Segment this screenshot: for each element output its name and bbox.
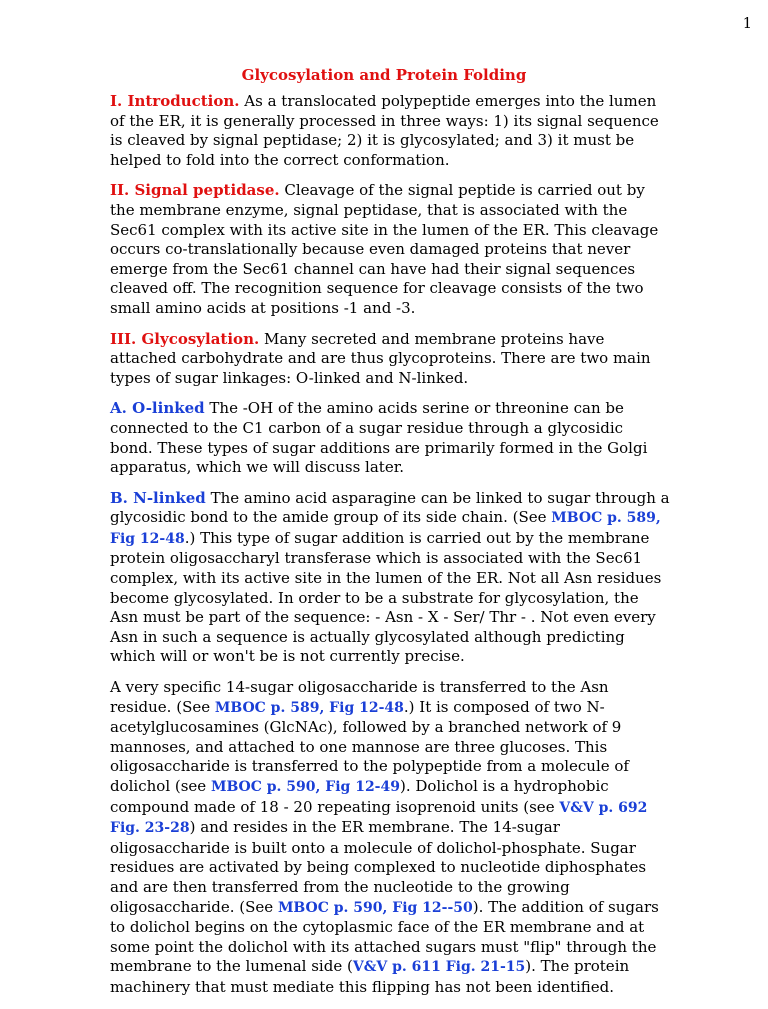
- heading-signal-peptidase: II. Signal peptidase.: [110, 181, 280, 200]
- reference-vv-fig-21-15: V&V p. 611 Fig. 21-15: [352, 959, 526, 976]
- paragraph-text: ). The protein machinery that must mediate this flipping has not been identified.: [110, 957, 630, 996]
- paragraph-oligosaccharide: [110, 678, 670, 998]
- document-title: Glycosylation and Protein Folding: [241, 66, 527, 84]
- heading-n-linked: B. N-linked: [110, 488, 206, 507]
- reference-mboc-fig-12-48: MBOC p. 589, Fig 12-48: [110, 510, 661, 547]
- paragraph-text: A very specific 14-sugar oligosaccharide is transferred to the Asn residue. (See: [110, 678, 609, 716]
- paragraph-glycosylation: [110, 330, 670, 389]
- paragraph-text: ). Dolichol is a hydrophobic compound made of 18 - 20 repeating isoprenoid units (see: [110, 777, 609, 816]
- paragraph-text: ) and resides in the ER membrane. The 14-sugar oligosaccharide is built onto a molecule of dolichol-phosphate. Sugar residues are activated by being complexed to nucleotide diphosphates and are then transferred from the nucleotide to the growing oligosaccharide. (See: [110, 818, 647, 916]
- paragraph-text: .) It is composed of two N-acetylglucosamines (GlcNAc), followed by a branched network of 9 mannoses, and attached to one mannose are three glucoses. This oligosaccharide is transferred to the polypeptide from a molecule of dolichol (see: [110, 697, 629, 795]
- reference-mboc-fig-12-50: MBOC p. 590, Fig 12--50: [277, 899, 473, 916]
- paragraph-n-linked: [110, 489, 670, 667]
- paragraph-text: Cleavage of the signal peptide is carried out by the membrane enzyme, signal peptidase, that is associated with the Sec61 complex with its active site in the lumen of the ER. This cleavage occurs co-translationally because even damaged proteins that never emerge from the Sec61 channel can have had their signal sequences cleaved off. The recognition sequence for cleavage consists of the two small amino acids at positions -1 and -3.: [110, 181, 659, 317]
- document-body: [110, 92, 670, 1009]
- reference-mboc-fig-12-49: MBOC p. 590, Fig 12-49: [210, 779, 400, 795]
- reference-vv-fig-23-28: V&V p. 692 Fig. 23-28: [110, 799, 648, 837]
- paragraph-text: The amino acid asparagine can be linked to sugar through a glycosidic bond to the amide group of its side chain. (See: [110, 488, 670, 527]
- heading-introduction: I. Introduction.: [110, 92, 240, 110]
- paragraph-text: As a translocated polypeptide emerges into the lumen of the ER, it is generally processed in three ways: 1) its signal sequence is cleaved by signal peptidase; 2) it is glycosylated; and 3) it must be helped to fold into the correct conformation.: [110, 92, 659, 169]
- paragraph-o-linked: [110, 399, 670, 477]
- paragraph-text: ). The addition of sugars to dolichol begins on the cytoplasmic face of the ER membrane and at some point the dolichol with its attached sugars must "flip" through the membrane to the lumenal side (: [110, 897, 659, 976]
- paragraph-text: Many secreted and membrane proteins have attached carbohydrate and are thus glycoproteins. There are two main types of sugar linkages: O-linked and N-linked.: [110, 329, 651, 387]
- heading-o-linked: A. O-linked: [110, 399, 205, 418]
- page-number: 1: [742, 16, 752, 32]
- paragraph-signal-peptidase: [110, 181, 670, 318]
- paragraph-introduction: [110, 92, 670, 170]
- reference-mboc-fig-12-48: MBOC p. 589, Fig 12-48: [214, 699, 404, 716]
- heading-glycosylation: III. Glycosylation.: [110, 329, 260, 348]
- paragraph-text: .) This type of sugar addition is carried out by the membrane protein oligosaccharyl transferase which is associated with the Sec61 complex, with its active site in the lumen of the ER. Not all Asn residues become glycosylated. In order to be a substrate for glycosylation, the Asn must be part of the sequence: - Asn - X - Ser/ Thr - . Not even every Asn in such a sequence is actually glycosylated although predicting which will or won't be is not currently precise.: [110, 528, 662, 666]
- paragraph-text: The -OH of the amino acids serine or threonine can be connected to the C1 carbon of a sugar residue through a glycosidic bond. These types of sugar additions are primarily formed in the Golgi apparatus, which we will discuss later.: [110, 399, 648, 477]
